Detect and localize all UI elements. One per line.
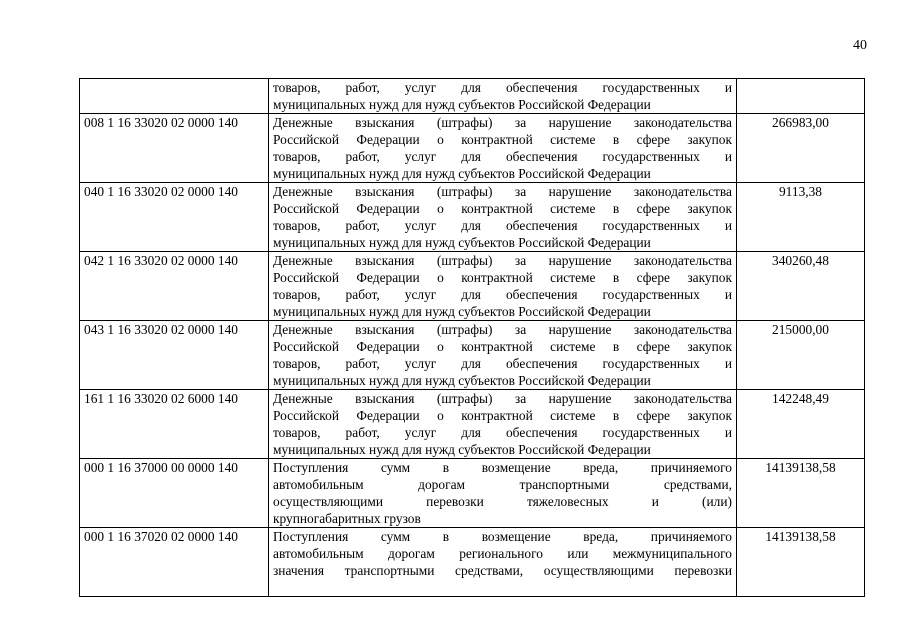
budget-code-cell: 008 1 16 33020 02 0000 140 [80, 114, 269, 183]
description-line: муниципальных нужд для нужд субъектов Российской Федерации [273, 373, 651, 388]
description-line: муниципальных нужд для нужд субъектов Российской Федерации [273, 97, 651, 112]
description-line: Российской Федерации о контрактной системе в сфере закупок [273, 201, 732, 216]
description-line: Российской Федерации о контрактной системе в сфере закупок [273, 339, 732, 354]
description-line: муниципальных нужд для нужд субъектов Российской Федерации [273, 166, 651, 181]
description-line: товаров, работ, услуг для обеспечения государственных и [273, 287, 732, 302]
amount-cell: 14139138,58 [737, 459, 865, 528]
amount-cell: 14139138,58 [737, 528, 865, 597]
page-number: 40 [853, 38, 867, 53]
amount-cell: 266983,00 [737, 114, 865, 183]
revenue-table [79, 78, 865, 597]
description-cell [269, 321, 737, 390]
table-row [80, 183, 865, 252]
budget-code-cell: 000 1 16 37020 02 0000 140 [80, 528, 269, 597]
amount-cell: 215000,00 [737, 321, 865, 390]
description-line: Поступления сумм в возмещение вреда, причиняемого [273, 460, 732, 475]
description-cell [269, 390, 737, 459]
description-line: товаров, работ, услуг для обеспечения государственных и [273, 149, 732, 164]
budget-code-cell: 161 1 16 33020 02 6000 140 [80, 390, 269, 459]
description-cell [269, 114, 737, 183]
table-row [80, 114, 865, 183]
description-line: Российской Федерации о контрактной системе в сфере закупок [273, 270, 732, 285]
description-line: товаров, работ, услуг для обеспечения государственных и [273, 356, 732, 371]
budget-code-cell: 042 1 16 33020 02 0000 140 [80, 252, 269, 321]
description-line: муниципальных нужд для нужд субъектов Российской Федерации [273, 442, 651, 457]
table-row [80, 528, 865, 597]
description-line: Денежные взыскания (штрафы) за нарушение законодательства [273, 184, 732, 199]
description-line: Поступления сумм в возмещение вреда, причиняемого [273, 529, 732, 544]
budget-code-cell: 040 1 16 33020 02 0000 140 [80, 183, 269, 252]
amount-cell: 9113,38 [737, 183, 865, 252]
description-cell [269, 183, 737, 252]
description-line: муниципальных нужд для нужд субъектов Российской Федерации [273, 304, 651, 319]
description-line: осуществляющими перевозки тяжеловесных и (или) [273, 494, 732, 509]
description-cell [269, 459, 737, 528]
description-line: Денежные взыскания (штрафы) за нарушение законодательства [273, 391, 732, 406]
description-line: Российской Федерации о контрактной системе в сфере закупок [273, 408, 732, 423]
table-row [80, 459, 865, 528]
description-line: товаров, работ, услуг для обеспечения государственных и [273, 218, 732, 233]
description-line: товаров, работ, услуг для обеспечения государственных и [273, 80, 732, 95]
amount-cell: 340260,48 [737, 252, 865, 321]
description-line: Российской Федерации о контрактной системе в сфере закупок [273, 132, 732, 147]
description-line: значения транспортными средствами, осуществляющими перевозки [273, 563, 732, 578]
budget-code-cell [80, 79, 269, 114]
description-cell [269, 79, 737, 114]
budget-code-cell: 043 1 16 33020 02 0000 140 [80, 321, 269, 390]
amount-cell: 142248,49 [737, 390, 865, 459]
table-row [80, 321, 865, 390]
description-line: муниципальных нужд для нужд субъектов Российской Федерации [273, 235, 651, 250]
description-line: Денежные взыскания (штрафы) за нарушение законодательства [273, 253, 732, 268]
budget-code-cell: 000 1 16 37000 00 0000 140 [80, 459, 269, 528]
description-cell [269, 528, 737, 597]
revenue-table-body [80, 79, 865, 597]
description-line: автомобильным дорогам регионального или межмуниципального [273, 546, 732, 561]
description-cell [269, 252, 737, 321]
description-line: товаров, работ, услуг для обеспечения государственных и [273, 425, 732, 440]
description-line: автомобильным дорогам транспортными средствами, [273, 477, 732, 492]
amount-cell [737, 79, 865, 114]
description-line: Денежные взыскания (штрафы) за нарушение законодательства [273, 115, 732, 130]
description-line: Денежные взыскания (штрафы) за нарушение законодательства [273, 322, 732, 337]
table-row [80, 79, 865, 114]
table-row [80, 390, 865, 459]
description-line: крупногабаритных грузов [273, 511, 421, 526]
table-row [80, 252, 865, 321]
